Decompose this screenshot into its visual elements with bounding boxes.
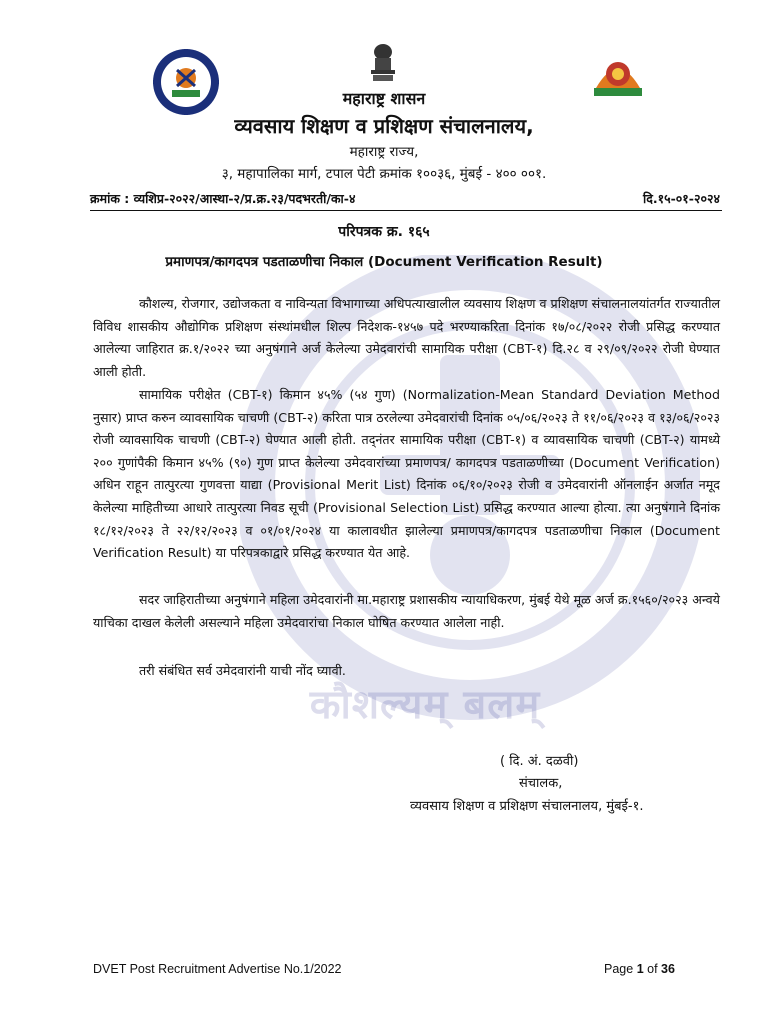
- body-paragraph-4: [93, 660, 720, 683]
- watermark-motto: कौशल्यम् बलम्: [309, 681, 541, 728]
- circular-number: परिपत्रक क्र. १६५: [338, 224, 430, 240]
- govt-heading: महाराष्ट्र शासन: [342, 89, 426, 108]
- reference-date: दि.१५-०१-२०२४: [643, 191, 720, 206]
- signatory-name: ( दि. अं. दळवी): [500, 754, 579, 769]
- state-line: महाराष्ट्र राज्य,: [349, 144, 419, 160]
- footer-page-total: 36: [661, 962, 675, 976]
- header-divider: [90, 210, 722, 211]
- signatory-designation: संचालक,: [519, 776, 563, 791]
- footer-page-number: [604, 962, 675, 976]
- body-paragraph-1-text: कौशल्य, रोजगार, उद्योजकता व नाविन्यता विभागाच्या अधिपत्याखालील व्यवसाय शिक्षण व प्रशिक्षण संचालनालयांतर्गत राज्यातील विविध शासकीय औद्योगिक प्रशिक्षण संस्थांमधील शिल्प निदेशक-१४५७ पदे भरण्याकरिता दिनांक १७/०८/२०२२ रोजी प्रसिद्ध करण्यात आलेल्या जाहिरात क्र.१/२०२२ च्या अनुषंगाने अर्ज केलेल्या उमेदवारांची सामायिक परीक्षा (CBT-१) दि.२८ व २९/०९/२०२२ रोजी घेण्यात आली होती.: [93, 296, 720, 379]
- body-paragraph-3-text: सदर जाहिरातीच्या अनुषंगाने महिला उमेदवारांनी मा.महाराष्ट्र प्रशासकीय न्यायाधिकरण, मुंबई येथे मूळ अर्ज क्र.१५६०/२०२३ अन्वये याचिका दाखल केलेली असल्याने महिला उमेदवारांचा निकाल घोषित करण्यात आलेला नाही.: [93, 592, 720, 630]
- signatory-office: व्यवसाय शिक्षण व प्रशिक्षण संचालनालय, मुंबई-१.: [410, 799, 644, 814]
- circular-subject: प्रमाणपत्र/कागदपत्र पडताळणीचा निकाल (Document Verification Result): [165, 254, 603, 270]
- footer-page-current: 1: [636, 962, 644, 976]
- footer-page-word: Page: [604, 962, 634, 976]
- body-paragraph-4-text: तरी संबंधित सर्व उमेदवारांनी याची नोंद घ्यावी.: [139, 663, 346, 678]
- body-paragraph-2: [93, 384, 720, 565]
- body-paragraph-2-text: सामायिक परीक्षेत (CBT-१) किमान ४५% (५४ गुण) (Normalization-Mean Standard Deviation Method नुसार) प्राप्त करुन व्यावसायिक चाचणी (CBT-२) करिता पात्र ठरलेल्या उमेदवारांची दिनांक ०५/०६/२०२३ ते ११/०६/२०२३ व १३/०६/२०२३ रोजी व्यावसायिक चाचणी (CBT-२) घेण्यात आली होती. तद्नंतर सामायिक परीक्षा (CBT-१) व व्यावसायिक चाचणी (CBT-२) यामध्ये २०० गुणांपैकी किमान ४५% (९०) गुण प्राप्त केलेल्या उमेदवारांच्या प्रमाणपत्र/ कागदपत्र पडताळणीच्या (Document Verification) अधिन राहून तात्पुरत्या गुणवत्ता याद्या (Provisional Merit List) दिनांक ०६/१०/२०२३ रोजी व उमेदवारांनी ऑनलाईन अर्जात नमूद केलेल्या माहितीच्या आधारे तात्पुरत्या निवड सूची (Provisional Selection List) प्रसिद्ध करण्यात आल्या होत्या. त्या अनुषंगाने दिनांक १८/१२/२०२३ ते २२/१२/२०२३ व ०१/०१/२०२४ या कालावधीत झालेल्या प्रमाणपत्र/कागदपत्र पडताळणीचा निकाल (Document Verification Result) या परिपत्रकाद्वारे प्रसिद्ध करण्यात येत आहे.: [93, 387, 720, 561]
- address-line: ३, महापालिका मार्ग, टपाल पेटी क्रमांक १००३६, मुंबई - ४०० ००१.: [221, 166, 547, 182]
- footer-advertise-label: DVET Post Recruitment Advertise No.1/2022: [93, 962, 342, 976]
- national-emblem: [366, 42, 400, 84]
- directorate-title: व्यवसाय शिक्षण व प्रशिक्षण संचालनालय,: [234, 114, 534, 138]
- reference-number: क्रमांक : व्यशिप्र-२०२२/आस्था-२/प्र.क्र.२३/पदभरती/का-४: [90, 191, 356, 206]
- footer-page-of: of: [647, 962, 658, 976]
- body-paragraph-3: [93, 589, 720, 634]
- body-paragraph-1: [93, 293, 720, 383]
